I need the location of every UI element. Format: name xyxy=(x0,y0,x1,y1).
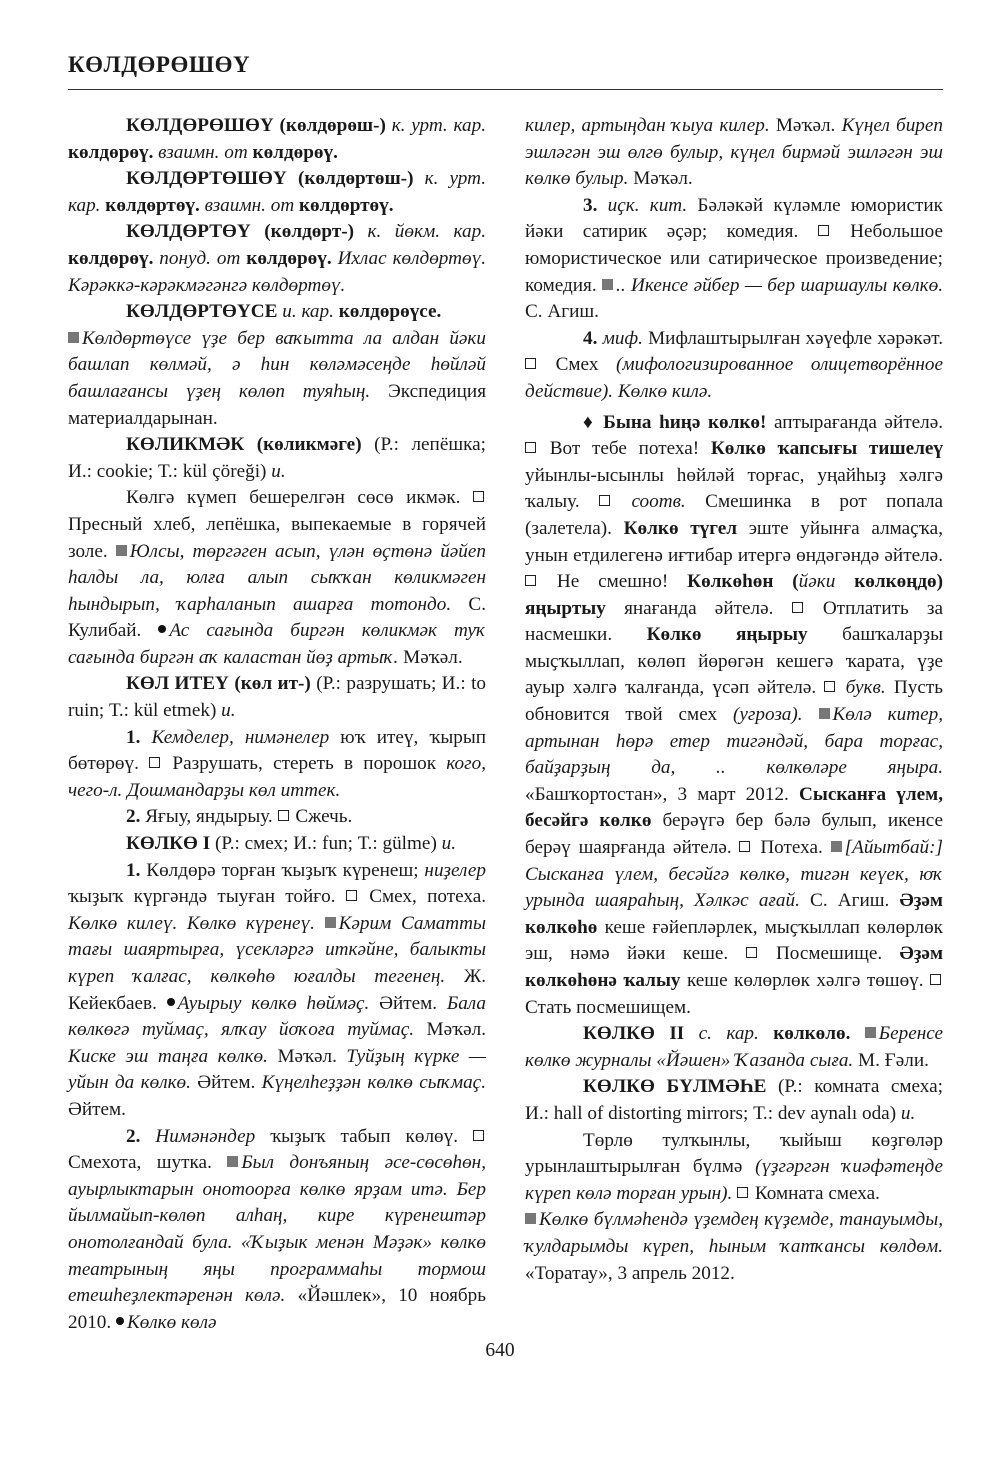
translation-marker-icon xyxy=(930,974,941,985)
proverb-marker-icon xyxy=(116,1317,124,1325)
translation-marker-icon xyxy=(746,947,757,958)
example-marker-icon xyxy=(525,1213,536,1224)
example-marker-icon xyxy=(227,1156,238,1167)
entry-koldortoshou: КӨЛДӨРТӨШӨҮ (көлдөртөш-) к. урт. кар. көлдөртөү. взаимн. от көлдөртөү. xyxy=(68,168,487,216)
header-rule xyxy=(68,89,943,90)
translation-marker-icon xyxy=(818,225,829,236)
sense-1: 1. Кемделер, нимәнелер юҡ итеү, ҡырып бөтөрөү. Разрушать, стереть в порошок кого, чего-л. Дошмандарҙы көл иттек. xyxy=(68,726,487,801)
translation-marker-icon xyxy=(346,890,357,901)
headword: КӨЛДӨРТӨҮСЕ xyxy=(126,301,278,323)
entry-koldoroshou: КӨЛДӨРӨШӨҮ (көлдөрөш-) к. урт. кар. көлдөрөү. взаимн. от көлдөрөү. xyxy=(68,115,486,163)
page-number: 640 xyxy=(485,1340,515,1361)
entry-kol-iteu: КӨЛ ИТЕҮ (көл ит-) (Р.: разрушать; И.: to ruin; Т.: kül etmek) и. xyxy=(68,673,486,722)
headword: КӨЛДӨРТӨШӨҮ xyxy=(126,168,287,190)
left-column xyxy=(68,113,486,1336)
translation-marker-icon xyxy=(525,442,536,453)
example-marker-icon xyxy=(831,841,842,852)
example-marker-icon xyxy=(602,279,613,290)
headword: КӨЛКӨ БҮЛМӘҺЕ xyxy=(583,1076,767,1098)
entry-koldortouse: КӨЛДӨРТӨҮСЕ и. кар. көлдөрөүсе. xyxy=(126,301,442,323)
translation-marker-icon xyxy=(824,681,835,692)
translation-marker-icon xyxy=(739,841,750,852)
example-marker-icon xyxy=(865,1027,876,1038)
translation-marker-icon xyxy=(278,810,289,821)
headword: КӨЛДӨРӨШӨҮ xyxy=(126,115,274,136)
translation-marker-icon xyxy=(525,575,536,586)
sense-4: 4. миф. Мифлаштырылған хәүефле хәрәкәт. Смех (мифологизированное олицетворённое действие). Көлкө килә. xyxy=(525,327,944,402)
definition: Көлгә күмеп бешерелгән сөсө икмәк. Пресный хлеб, лепёшка, выпекаемые в горячей золе. Юлсы, төргәген асып, үлән өҫтөнә йәйеп һалды ла, юлға алып сыҡҡан көликмәген һындырып, ҡарһаланып ашарға тотондо. С. Кулибай. Ас сағында биргән көликмәк туҡ сағында биргән аҡ каластан йөҙ артыҡ. Мәҡәл. xyxy=(68,487,487,668)
running-head: КӨЛДӨРӨШӨҮ xyxy=(68,52,251,77)
example-marker-icon xyxy=(325,917,336,928)
right-column xyxy=(525,113,943,1287)
entry-kolikmak: КӨЛИКМӘК (көликмәге) (Р.: лепёшка; И.: cookie; Т.: kül çöreği) и. xyxy=(68,434,487,482)
translation-marker-icon xyxy=(792,602,803,613)
translation-marker-icon xyxy=(149,757,160,768)
example-block: Көлдөртөүсе үҙе бер ваҡытта ла алдан йәки башлап көлмәй, ә һин көләмәсеңде һөйләй башлағансы үҙең көлөп туяһың. Экспедиция материалдарынан. xyxy=(68,327,487,429)
translation-marker-icon xyxy=(737,1187,748,1198)
continuation: килер, артыңдан ҡыуа килер. Мәҡәл. Күңел биреп эшләгән эш өлгө булыр, күңел бирмәй эшләгән эш көлкө булыр. Мәҡәл. xyxy=(525,115,943,190)
headword: КӨЛ ИТЕҮ xyxy=(126,673,229,695)
diamond-icon: ♦ xyxy=(583,411,596,433)
headword: КӨЛКӨ I xyxy=(126,833,211,855)
sense-2: 2. Нимәнәндер ҡыҙыҡ табып көлөү. Смехота, шутка. Был донъяның әсе-сөсөһөн, ауырлыктарын онотоорға көлкө ярҙам итә. Бер йылмайып-көлөп алһаң, кире күренештәр онотолғандай була. «Ҡыҙык менән Мәҙәк» көлкө театрының яңы программаһы тормош етешһеҙлектәренән көлә. «Йәшлек», 10 ноябрь 2010. Көлкө көлә xyxy=(68,1125,486,1333)
sense-2: 2. Яғыу, яндырыу. Сжечь. xyxy=(126,806,353,828)
example-block: Көлкө бүлмәһендә үҙемдең күҙемде, танауымды, ҡулдарымды күреп, һыным ҡатҡансы көлдөм. «Торатау», 3 апрель 2012. xyxy=(525,1209,943,1284)
translation-marker-icon xyxy=(599,495,610,506)
translation-marker-icon xyxy=(473,1130,484,1141)
sense-3: 3. иҫк. кит. Бәләкәй күләмле юмористик йәки сатирик әҫәр; комедия. Небольшое юмористическое или сатирическое произведение; комедия. .. Икенсе әйбер — бер шаршаулы көлкө. С. Агиш. xyxy=(525,194,944,323)
headword: КӨЛИКМӘК xyxy=(126,434,245,456)
sense-1: 1. Көлдөрә торған ҡыҙыҡ күренеш; ниҙелер ҡыҙыҡ күргәндә тыуған тойғо. Смех, потеха. Көлкө килеү. Көлкө күренеү. Кәрим Саматты тағы шаяртырға, үсекләргә иткәйне, балыкты күреп ҡалғас, көлкөһө юғалды тегенең. Ж. Кейекбаев. Ауырыу көлкө һөймәҫ. Әйтем. Бала көлкөгә туймаҫ, ялҡау йоҡоға туймаҫ. Мәҡәл. Киске эш таңға көлкө. Мәҡәл. Туйҙың күрке — уйын да көлкө. Әйтем. Күңелһеҙҙән көлкө сыҡмаҫ. Әйтем. xyxy=(68,859,487,1120)
entry-kolko-2: КӨЛКӨ II с. кар. көлкөлө. Беренсе көлкө журналы «Йәшен» Ҡазанда сыға. М. Ғәли. xyxy=(525,1023,944,1071)
definition: Төрлө тулҡынлы, ҡыйыш көҙгөләр урынлаштырылған бүлмә (үҙгәргән ҡиәфәтеңде күреп көлә торған урын). Комната смеха. xyxy=(525,1129,944,1204)
example-marker-icon xyxy=(68,332,79,343)
entry-koldortou: КӨЛДӨРТӨҮ (көлдөрт-) к. йөкм. кар. көлдөрөү. понуд. от көлдөрөү. Ихлас көлдөртөү. Кәрәккә-кәрәкмәгәнгә көлдөртөү. xyxy=(68,221,486,296)
example-marker-icon xyxy=(116,545,127,556)
translation-marker-icon xyxy=(525,358,536,369)
proverb-marker-icon xyxy=(167,998,175,1006)
example-marker-icon xyxy=(819,708,830,719)
entry-kolko-1: КӨЛКӨ I (Р.: смех; И.: fun; Т.: gülme) и. xyxy=(126,833,457,855)
entry-kolko-bulmahe: КӨЛКӨ БҮЛМӘҺЕ (Р.: комната смеха; И.: hall of distorting mirrors; Т.: dev aynalı oda) и. xyxy=(525,1076,943,1124)
proverb-marker-icon xyxy=(158,625,166,633)
headword: КӨЛДӨРТӨҮ xyxy=(126,221,251,243)
phraseology-block: ♦ Бына һиңә көлкө! аптырағанда әйтелә. Вот тебе потеха! Көлкө ҡапсығы тишелеү уйынлы-ысынлы һөйләй торғас, уңайһыҙ хәлгә ҡалыу. соотв. Смешинка в рот попала (залетела). Көлкө түгел эште уйынға алмаҫҡа, унын етдилегенә иғтибар итергә өндәгәндә әйтелә. Не смешно! Көлкөһөн (йәки көлкөңдө) яңыртыу янағанда әйтелә. Отплатить за насмешки. Көлкө яңырыу башҡаларҙы мыҫҡыллап, көлөп йөрөгән кешегә ҡарата, үҙе ауыр хәлгә ҡалғанда, үсәп әйтелә. букв. Пусть обновится твой смех (угроза). Көлә китер, артынан һөрә етер тигәндәй, бара торғас, байҙарҙың да, .. көлкөләре яңыра. «Башҡортостан», 3 март 2012. Сысканға үлем, бесәйгә көлкө берәүгә бер бәлә булып, икенсе берәү шаярғанда әйтелә. Потеха. [Айытбай:] Сысканға үлем, бесәйгә көлкө, тигән кеүек, юҡ урында шаяраһың, Хәлкәс ағай. С. Агиш. Әҙәм көлкөһө кеше ғәйепләрлек, мыҫҡыллап көлөрлөк эш, нәмә йәки кеше. Посмешище. Әҙәм көлкөһөнә ҡалыу кеше көлөрлөк хәлгә төшөү. Стать посмешищем. xyxy=(525,411,944,1018)
translation-marker-icon xyxy=(473,491,484,502)
headword: КӨЛКӨ II xyxy=(583,1023,685,1045)
